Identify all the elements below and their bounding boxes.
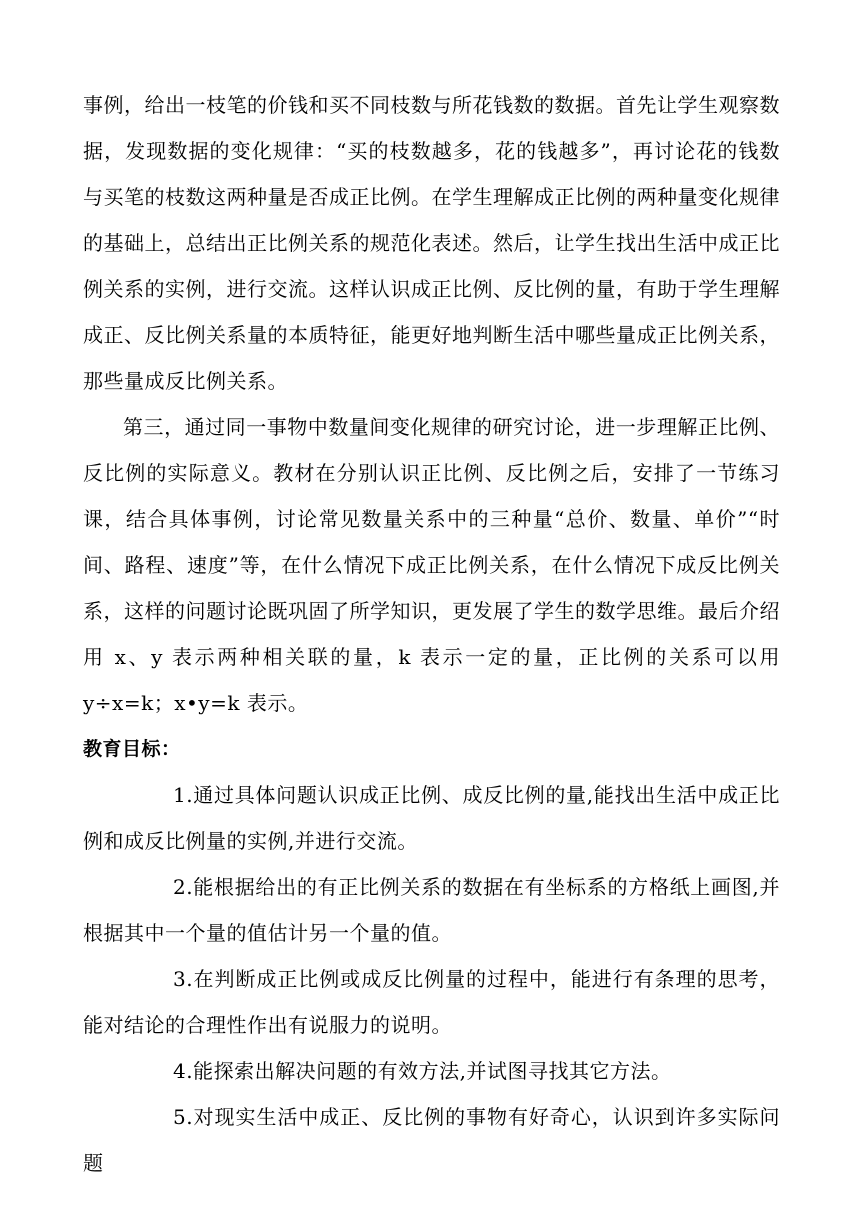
paragraph-third-point: 第三，通过同一事物中数量间变化规律的研究讨论，进一步理解正比例、反比例的实际意义。教材在分别认识正比例、反比例之后，安排了一节练习课，结合具体事例，讨论常见数量关系中的三种量“总价、数量、单价”“时间、路程、速度”等，在什么情况下成正比例关系，在什么情况下成反比例关系，这样的问题讨论既巩固了所学知识，更发展了学生的数学思维。最后介绍用 x、y 表示两种相关联的量，k 表示一定的量，正比例的关系可以用 y÷x=k；x•y=k 表示。 — [83, 415, 780, 715]
goal-item-1: 1.通过具体问题认识成正比例、成反比例的量,能找出生活中成正比例和成反比例量的实例,并进行交流。 — [83, 783, 780, 853]
goal-item-4: 4.能探索出解决问题的有效方法,并试图寻找其它方法。 — [173, 1059, 672, 1083]
goal-item-3: 3.在判断成正比例或成反比例量的过程中，能进行有条理的思考，能对结论的合理性作出有说服力的说明。 — [83, 967, 780, 1037]
paragraph-continuation: 事例，给出一枝笔的价钱和买不同枝数与所花钱数的数据。首先让学生观察数据，发现数据的变化规律：“买的枝数越多，花的钱越多”，再讨论花的钱数与买笔的枝数这两种量是否成正比例。在学生理解成正比例的两种量变化规律的基础上，总结出正比例关系的规范化表述。然后，让学生找出生活中成正比例关系的实例，进行交流。这样认识成正比例、反比例的量，有助于学生理解成正、反比例关系量的本质特征，能更好地判断生活中哪些量成正比例关系，那些量成反比例关系。 — [83, 93, 780, 393]
goal-item-5: 5.对现实生活中成正、反比例的事物有好奇心，认识到许多实际问题 — [83, 1105, 780, 1175]
document-body — [83, 82, 780, 1186]
section-heading-education-goals: 教育目标： — [83, 738, 181, 760]
goal-item-2: 2.能根据给出的有正比例关系的数据在有坐标系的方格纸上画图,并根据其中一个量的值估计另一个量的值。 — [83, 875, 780, 945]
